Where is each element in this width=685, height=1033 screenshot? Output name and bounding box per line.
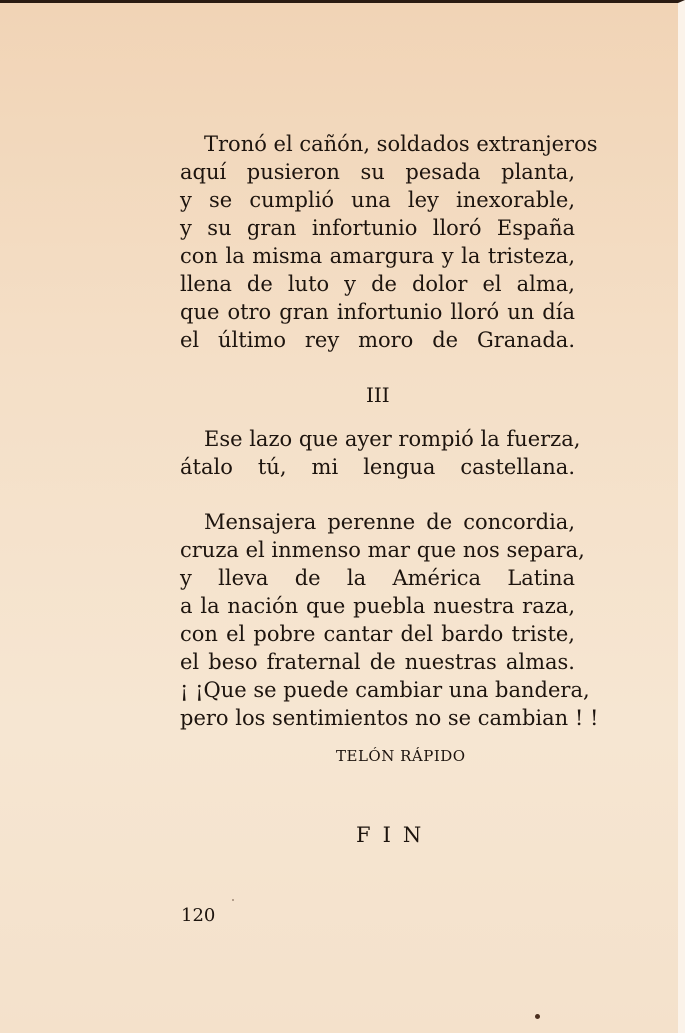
poem-line: ¡ ¡Que se puede cambiar una bandera, <box>180 678 590 702</box>
poem-line: y se cumplió una ley inexorable, <box>180 188 575 212</box>
poem-line: el beso fraternal de nuestras almas. <box>180 650 575 674</box>
poem-line: y lleva de la América Latina <box>180 566 575 590</box>
poem-line: Tronó el cañón, soldados extranjeros <box>204 132 598 156</box>
stanza <box>180 508 599 732</box>
poem-line: con la misma amargura y la tristeza, <box>180 244 575 268</box>
poem-line: aquí pusieron su pesada planta, <box>180 160 575 184</box>
end-title: FIN <box>356 823 434 847</box>
stanza <box>180 130 598 354</box>
poem-line: átalo tú, mi lengua castellana. <box>180 455 575 479</box>
poem-line: llena de luto y de dolor el alma, <box>180 272 575 296</box>
section-numeral: III <box>366 383 390 407</box>
poem-line: Mensajera perenne de concordia, <box>204 510 575 534</box>
poem-line: pero los sentimientos no se cambian ! ! <box>180 706 599 730</box>
poem-line: y su gran infortunio lloró España <box>180 216 575 240</box>
poem-line: Ese lazo que ayer rompió la fuerza, <box>204 427 581 451</box>
poem-line: a la nación que puebla nuestra raza, <box>180 594 575 618</box>
page-number: 120 <box>181 905 216 926</box>
poem-line: cruza el inmenso mar que nos separa, <box>180 538 585 562</box>
stage-direction: TELÓN RÁPIDO <box>336 747 466 765</box>
poem-line: con el pobre cantar del bardo triste, <box>180 622 575 646</box>
poem-line: el último rey moro de Granada. <box>180 328 575 352</box>
paper-speck <box>232 899 234 901</box>
poem-line: que otro gran infortunio lloró un día <box>180 300 575 324</box>
stanza <box>180 425 581 481</box>
paper-speck <box>535 1014 540 1019</box>
